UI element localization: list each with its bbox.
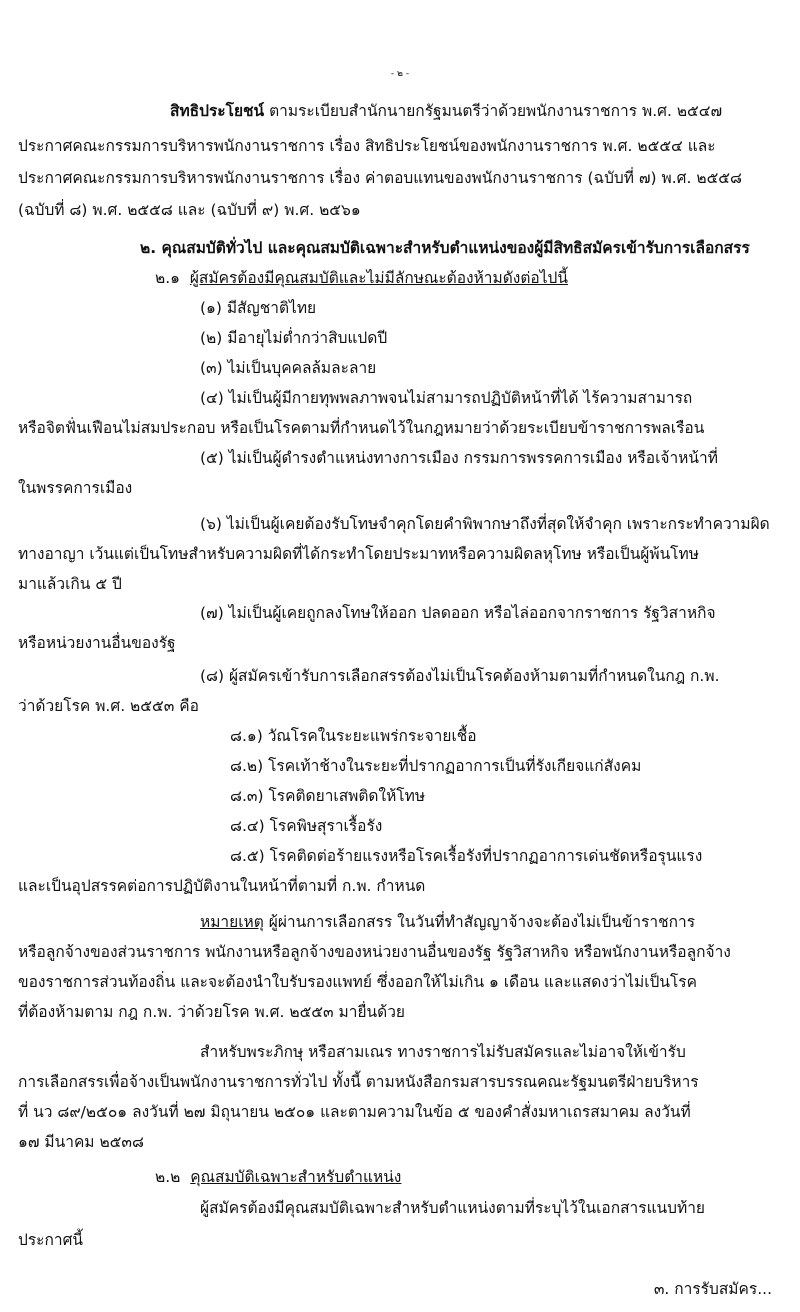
- qualification-item-8: (๘) ผู้สมัครเข้ารับการเลือกสรรต้องไม่เป็นโรคต้องห้ามตามที่กำหนดในกฎ ก.พ.: [200, 667, 720, 685]
- benefits-line-2: ประกาศคณะกรรมการบริหารพนักงานราชการ เรื่อง สิทธิประโยชน์ของพนักงานราชการ พ.ศ. ๒๕๕๔ และ: [18, 137, 716, 155]
- monk-line-1: สำหรับพระภิกษุ หรือสามเณร ทางราชการไม่รับสมัครและไม่อาจให้เข้ารับ: [200, 1043, 686, 1061]
- note-line-1-text: ผู้ผ่านการเลือกสรร ในวันที่ทำสัญญาจ้างจะต้องไม่เป็นข้าราชการ: [263, 913, 696, 931]
- qualification-item-8-cont: ว่าด้วยโรค พ.ศ. ๒๕๕๓ คือ: [18, 697, 199, 715]
- note-line-3: ของราชการส่วนท้องถิ่น และจะต้องนำใบรับรองแพทย์ ซึ่งออกให้ไม่เกิน ๑ เดือน และแสดงว่าไม่เป็นโรค: [18, 973, 697, 991]
- qualification-item-1: (๑) มีสัญชาติไทย: [200, 299, 317, 317]
- benefits-line-1: [170, 99, 722, 123]
- qualification-item-7-cont: หรือหน่วยงานอื่นของรัฐ: [18, 634, 176, 652]
- benefits-line-3: ประกาศคณะกรรมการบริหารพนักงานราชการ เรื่อง ค่าตอบแทนของพนักงานราชการ (ฉบับที่ ๗) พ.ศ. ๒๕๕๘: [18, 169, 742, 187]
- disease-item-5-cont: และเป็นอุปสรรคต่อการปฏิบัติงานในหน้าที่ตามที่ ก.พ. กำหนด: [18, 877, 426, 895]
- section-2-2-title: คุณสมบัติเฉพาะสำหรับตำแหน่ง: [190, 1168, 402, 1186]
- note-line-4: ที่ต้องห้ามตาม กฎ ก.พ. ว่าด้วยโรค พ.ศ. ๒๕๕๓ มายื่นด้วย: [18, 1003, 406, 1021]
- note-line-2: หรือลูกจ้างของส่วนราชการ พนักงานหรือลูกจ้างของหน่วยงานอื่นของรัฐ รัฐวิสาหกิจ หรือพนักงานหรือลูกจ้าง: [18, 943, 731, 961]
- section-2-heading: ๒. คุณสมบัติทั่วไป และคุณสมบัติเฉพาะสำหรับตำแหน่งของผู้มีสิทธิสมัครเข้ารับการเลือกสรร: [140, 239, 750, 257]
- monk-line-3: ที่ นว ๘๙/๒๕๐๑ ลงวันที่ ๒๗ มิถุนายน ๒๕๐๑ และตามความในข้อ ๕ ของคำสั่งมหาเถรสมาคม ลงวันที่: [18, 1103, 691, 1121]
- benefits-line-4: (ฉบับที่ ๘) พ.ศ. ๒๕๕๘ และ (ฉบับที่ ๙) พ.ศ. ๒๕๖๑: [18, 201, 361, 219]
- note-line-1: [200, 910, 695, 934]
- section-2-1-number: ๒.๑: [155, 269, 180, 287]
- qualification-item-2: (๒) มีอายุไม่ต่ำกว่าสิบแปดปี: [200, 329, 388, 347]
- monk-line-2: การเลือกสรรเพื่อจ้างเป็นพนักงานราชการทั่วไป ทั้งนี้ ตามหนังสือกรมสารบรรณคณะรัฐมนตรีฝ่ายบริหาร: [18, 1073, 699, 1091]
- qualification-item-4: (๔) ไม่เป็นผู้มีกายทุพพลภาพจนไม่สามารถปฏิบัติหน้าที่ได้ ไร้ความสามารถ: [200, 389, 693, 407]
- qualification-item-6: (๖) ไม่เป็นผู้เคยต้องรับโทษจำคุกโดยคำพิพากษาถึงที่สุดให้จำคุก เพราะกระทำความผิด: [200, 515, 770, 533]
- next-page-continuation: ๓. การรับสมัคร...: [653, 1280, 772, 1298]
- qualification-item-3: (๓) ไม่เป็นบุคคลล้มละลาย: [200, 359, 377, 377]
- benefits-heading: สิทธิประโยชน์: [170, 102, 265, 120]
- disease-item-5: ๘.๕) โรคติดต่อร้ายแรงหรือโรคเรื้อรังที่ปรากฏอาการเด่นชัดหรือรุนแรง: [230, 847, 703, 865]
- section-2-2-line-1: ผู้สมัครต้องมีคุณสมบัติเฉพาะสำหรับตำแหน่งตามที่ระบุไว้ในเอกสารแนบท้าย: [200, 1199, 705, 1217]
- page-number: - ๒ -: [390, 69, 410, 79]
- qualification-item-5: (๕) ไม่เป็นผู้ดำรงตำแหน่งทางการเมือง กรรมการพรรคการเมือง หรือเจ้าหน้าที่: [200, 449, 718, 467]
- section-2-2-heading: [155, 1165, 401, 1189]
- monk-line-4: ๑๗ มีนาคม ๒๕๓๘: [18, 1133, 144, 1151]
- benefits-line-1-text: ตามระเบียบสำนักนายกรัฐมนตรีว่าด้วยพนักงานราชการ พ.ศ. ๒๕๔๗: [264, 102, 723, 120]
- qualification-item-7: (๗) ไม่เป็นผู้เคยถูกลงโทษให้ออก ปลดออก หรือไล่ออกจากราชการ รัฐวิสาหกิจ: [200, 604, 716, 622]
- qualification-item-5-cont: ในพรรคการเมือง: [18, 479, 133, 497]
- disease-item-1: ๘.๑) วัณโรคในระยะแพร่กระจายเชื้อ: [230, 727, 477, 745]
- section-2-2-line-2: ประกาศนี้: [18, 1231, 84, 1249]
- note-label: หมายเหตุ: [200, 913, 264, 931]
- qualification-item-6-cont-1: ทางอาญา เว้นแต่เป็นโทษสำหรับความผิดที่ได้กระทำโดยประมาทหรือความผิดลหุโทษ หรือเป็นผู้พ้นโทษ: [18, 545, 699, 563]
- qualification-item-6-cont-2: มาแล้วเกิน ๕ ปี: [18, 575, 122, 593]
- qualification-item-4-cont: หรือจิตฟั่นเฟือนไม่สมประกอบ หรือเป็นโรคตามที่กำหนดไว้ในกฎหมายว่าด้วยระเบียบข้าราชการพลเรือน: [18, 419, 705, 437]
- disease-item-4: ๘.๔) โรคพิษสุราเรื้อรัง: [230, 817, 383, 835]
- disease-item-3: ๘.๓) โรคติดยาเสพติดให้โทษ: [230, 787, 426, 805]
- section-2-1-title: ผู้สมัครต้องมีคุณสมบัติและไม่มีลักษณะต้องห้ามดังต่อไปนี้: [189, 269, 568, 287]
- section-2-1-heading: [155, 266, 568, 290]
- section-2-2-number: ๒.๒: [155, 1168, 181, 1186]
- disease-item-2: ๘.๒) โรคเท้าช้างในระยะที่ปรากฏอาการเป็นที่รังเกียจแก่สังคม: [230, 757, 642, 775]
